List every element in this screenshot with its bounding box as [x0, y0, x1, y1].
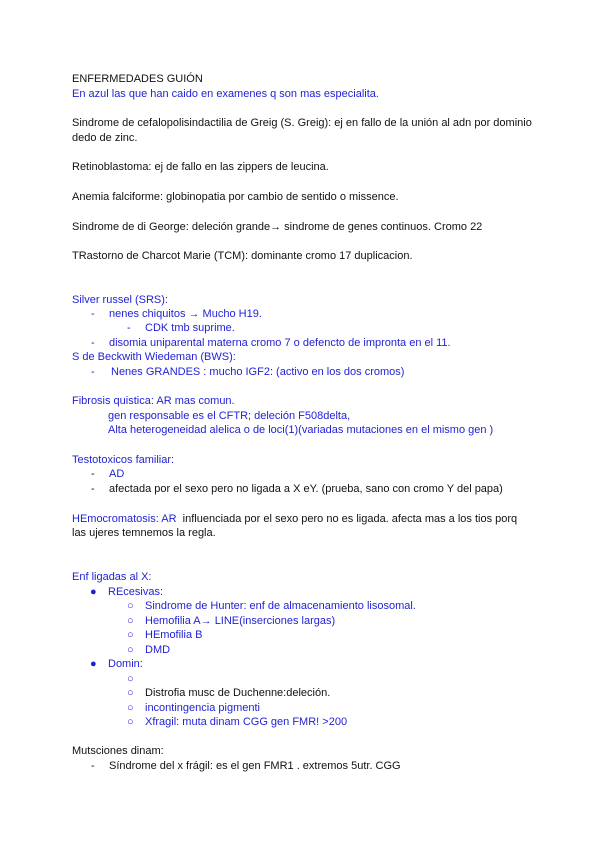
dominant-item: incontingencia pigmenti	[145, 702, 260, 714]
doc-subtitle: En azul las que han caido en examenes q son mas especialita.	[72, 88, 379, 100]
hemocromatosis-line	[72, 512, 517, 527]
hemocromatosis-text: influenciada por el sexo pero no es ligada. afecta mas a los tios porq	[182, 513, 518, 525]
bws-heading: S de Beckwith Wiedeman (BWS):	[72, 351, 236, 363]
bws-item: Nenes GRANDES : mucho IGF2: (activo en los dos cromos)	[111, 366, 405, 378]
dash-bullet: -	[91, 337, 95, 349]
fq-line: gen responsable es el CFTR; deleción F508delta,	[108, 410, 351, 422]
bullet-circle: ○	[127, 702, 134, 714]
srs-item: disomia uniparental materna cromo 7 o defencto de impronta en el 11.	[109, 337, 451, 349]
bullet-circle: ○	[127, 644, 134, 656]
hemocromatosis-line-2: las ujeres temnemos la regla.	[72, 527, 216, 539]
bullet-circle: ○	[127, 600, 134, 612]
dash-bullet: -	[91, 366, 95, 378]
doc-title: ENFERMEDADES GUIÓN	[72, 73, 203, 85]
recessive-item: HEmofilia B	[145, 629, 203, 641]
dash-bullet: -	[91, 308, 95, 320]
hemocromatosis-label: HEmocromatosis: AR	[72, 513, 177, 525]
dash-bullet: -	[91, 468, 95, 480]
recessive-item: Hemofilia A→ LINE(inserciones largas)	[145, 615, 336, 627]
testo-item: afectada por el sexo pero no ligada a X eY. (prueba, sano con cromo Y del papa)	[109, 483, 503, 495]
testo-item: AD	[109, 468, 125, 480]
dynamic-mutations-item: Síndrome del x frágil: es el gen FMR1 . extremos 5utr. CGG	[109, 760, 401, 772]
recessive-item: DMD	[145, 644, 171, 656]
dominant-item: Distrofia musc de Duchenne:deleción.	[145, 687, 331, 699]
dynamic-mutations-heading: Mutsciones dinam:	[72, 745, 164, 757]
bullet-circle: ○	[127, 716, 134, 728]
greig-entry: Sindrome de cefalopolisindactilia de Greig (S. Greig): ej en fallo de la unión al adn por dominio dedo de zinc.	[72, 117, 532, 144]
x-linked-heading: Enf ligadas al X:	[72, 571, 152, 583]
recessive-heading: REcesivas:	[108, 586, 164, 598]
digeorge-entry: Sindrome de di George: deleción grande→ sindrome de genes continuos. Cromo 22	[72, 221, 483, 233]
fq-heading: Fibrosis quistica: AR mas comun.	[72, 395, 235, 407]
srs-heading: Silver russel (SRS):	[72, 294, 168, 306]
anemia-entry: Anemia falciforme: globinopatia por cambio de sentido o missence.	[72, 191, 399, 203]
retinoblastoma-entry: Retinoblastoma: ej de fallo en las zippers de leucina.	[72, 161, 329, 173]
bullet-circle: ○	[127, 629, 134, 641]
fq-line: Alta heterogeneidad alelica o de loci(1)(variadas mutaciones en el mismo gen )	[108, 424, 494, 436]
bullet-circle: ○	[127, 687, 134, 699]
recessive-item: Sindrome de Hunter: enf de almacenamiento lisosomal.	[145, 600, 416, 612]
dash-bullet: -	[127, 322, 131, 334]
srs-item: nenes chiquitos → Mucho H19.	[109, 308, 262, 320]
testo-heading: Testotoxicos familiar:	[72, 454, 175, 466]
bullet-circle: ○	[127, 673, 134, 685]
srs-subitem: CDK tmb suprime.	[145, 322, 235, 334]
tcm-entry: TRastorno de Charcot Marie (TCM): dominante cromo 17 duplicacion.	[72, 250, 413, 262]
dominant-item: Xfragil: muta dinam CGG gen FMR! >200	[145, 716, 348, 728]
bullet-circle: ○	[127, 615, 134, 627]
bullet-dot: ●	[90, 658, 97, 670]
dominant-heading: Domin:	[108, 658, 143, 670]
dash-bullet: -	[91, 760, 95, 772]
dash-bullet: -	[91, 483, 95, 495]
bullet-dot: ●	[90, 586, 97, 598]
